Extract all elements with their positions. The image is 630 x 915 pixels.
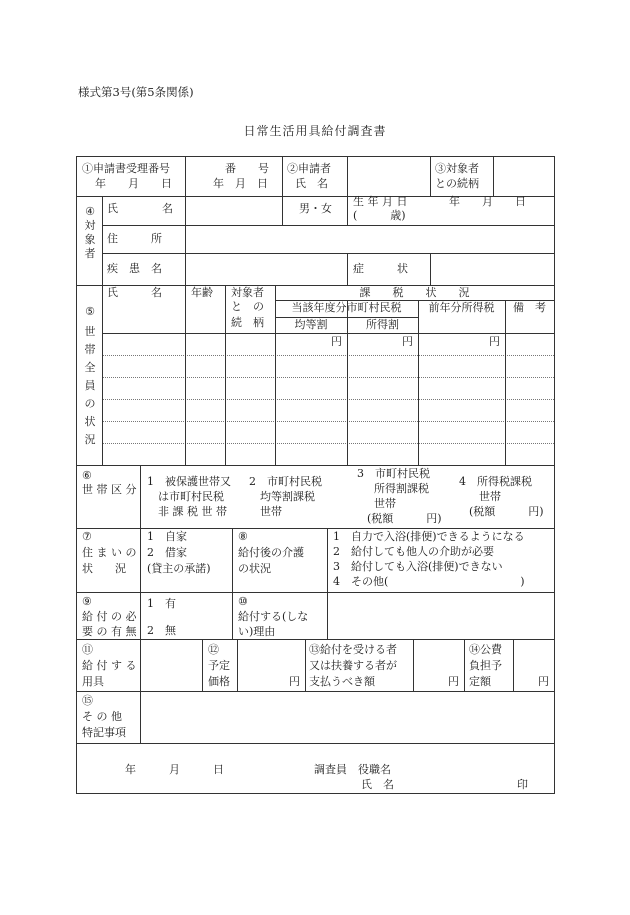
prior-income-tax-header: 前年分所得税 — [428, 301, 495, 314]
birth-date-fields: 年 月 日 — [449, 195, 526, 208]
notes-num: ⑮ — [82, 694, 93, 707]
yen-unit: 円 — [289, 675, 300, 688]
receipt-date-label: 年 月 日 — [95, 177, 172, 190]
class-option-3: (税額 円) — [367, 512, 442, 525]
classification-label: 世 帯 区 分 — [82, 483, 137, 496]
notes-label: そ の 他 — [82, 710, 122, 723]
payable-label: 又は扶養する者が — [309, 659, 397, 672]
subject-section-char: 者 — [84, 247, 96, 260]
yen-unit: 円 — [489, 335, 500, 348]
class-option-4: 世帯 — [479, 490, 501, 503]
subject-section-char: 対 — [84, 219, 96, 232]
relation-label-2: との続柄 — [435, 177, 479, 190]
classification-num: ⑥ — [82, 469, 92, 482]
class-option-2: 世帯 — [249, 505, 282, 518]
class-option-2: 2 市町村民税 — [249, 475, 322, 488]
item-label: 用具 — [82, 675, 104, 688]
class-option-4: 4 所得税課税 — [459, 475, 532, 488]
yen-unit: 円 — [402, 335, 413, 348]
yen-unit: 円 — [331, 335, 342, 348]
symptom-label: 症 状 — [353, 262, 408, 275]
household-section-char: 況 — [84, 433, 96, 446]
subject-name-label: 氏 名 — [107, 202, 173, 215]
household-section-char: 全 — [84, 361, 96, 374]
survey-form — [76, 156, 555, 794]
number-date-label: 年 月 日 — [213, 177, 268, 190]
burden-label: 定額 — [469, 675, 491, 688]
class-option-3: 世帯 — [374, 497, 396, 510]
price-num: ⑫ — [208, 643, 219, 656]
care-label: の状況 — [238, 562, 271, 575]
disease-label: 疾 患 名 — [107, 262, 162, 275]
yen-unit: 円 — [448, 675, 459, 688]
household-relation-header: 続 柄 — [231, 316, 264, 329]
relation-label: ③対象者 — [435, 162, 479, 175]
remarks-header: 備 考 — [513, 301, 546, 314]
household-relation-header: と の — [231, 300, 264, 313]
footer-date: 年 月 日 — [125, 763, 224, 776]
household-section-char: 帯 — [84, 343, 96, 356]
class-option-2: 均等割課税 — [249, 490, 315, 503]
care-num: ⑧ — [238, 530, 248, 543]
tax-status-header: 課 税 状 況 — [359, 286, 470, 299]
housing-option: (貸主の承諾) — [147, 562, 211, 575]
reason-label: い)理由 — [238, 625, 276, 638]
number-label: 番 号 — [225, 162, 269, 175]
care-option: 4 その他( ) — [333, 575, 525, 588]
form-number: 様式第3号(第5条関係) — [78, 85, 194, 99]
care-option: 1 自力で入浴(排便)できるようになる — [333, 530, 525, 543]
class-option-1: は市町村民税 — [147, 490, 224, 503]
gender-options: 男・女 — [299, 202, 332, 215]
payable-label: ⑬給付を受ける者 — [309, 643, 397, 656]
receipt-number-label: ①申請書受理番号 — [82, 162, 170, 175]
price-label: 価格 — [208, 675, 230, 688]
applicant-label: ②申請者 — [287, 162, 331, 175]
subject-section-char: 象 — [84, 233, 96, 246]
per-capita-header: 均等割 — [294, 318, 328, 331]
item-label: 給 付 す る — [82, 659, 137, 672]
burden-label: ⑭公費 — [469, 643, 502, 656]
age-label: ( 歳) — [353, 209, 406, 222]
housing-option: 2 借家 — [147, 546, 187, 559]
address-label: 住 所 — [107, 232, 162, 245]
applicant-name-label: 氏 名 — [295, 177, 328, 190]
housing-option: 1 自家 — [147, 530, 187, 543]
household-relation-header: 対象者 — [231, 286, 264, 299]
housing-label: 住 ま い の — [82, 546, 137, 559]
household-section-char: 世 — [84, 325, 96, 338]
necessity-num: ⑨ — [82, 595, 92, 608]
housing-label: 状 況 — [82, 562, 126, 575]
household-section-char: の — [84, 397, 96, 410]
form-title: 日常生活用具給付調査書 — [243, 124, 387, 138]
notes-label: 特記事項 — [82, 726, 126, 739]
yen-unit: 円 — [538, 675, 549, 688]
care-option: 2 給付しても他人の介助が必要 — [333, 545, 494, 558]
household-section-char: 員 — [84, 379, 96, 392]
household-section-num: ⑤ — [85, 305, 95, 318]
reason-label: 給付する(しな — [238, 610, 309, 623]
item-num: ⑪ — [82, 643, 93, 656]
necessity-label: 要 の 有 無 — [82, 625, 137, 638]
necessity-label: 給 付 の 必 — [82, 610, 137, 623]
housing-num: ⑦ — [82, 530, 92, 543]
income-levy-header: 所得割 — [366, 318, 399, 331]
household-section-char: 状 — [84, 415, 96, 428]
municipal-tax-header: 当該年度分市町村民税 — [291, 301, 402, 314]
care-option: 3 給付しても入浴(排便)できない — [333, 560, 503, 573]
household-name-header: 氏 名 — [107, 286, 162, 299]
price-label: 予定 — [208, 659, 230, 672]
necessity-yes: 1 有 — [147, 597, 176, 610]
investigator-title-label: 調査員 役職名 — [314, 763, 391, 776]
birth-date-label: 生 年 月 日 — [353, 195, 408, 208]
seal-mark: 印 — [517, 778, 528, 791]
class-option-4: (税額 円) — [469, 505, 544, 518]
class-option-3: 所得割課税 — [374, 482, 429, 495]
burden-label: 負担予 — [469, 659, 502, 672]
necessity-no: 2 無 — [147, 624, 176, 637]
payable-label: 支払うべき額 — [309, 675, 375, 688]
care-label: 給付後の介護 — [238, 546, 304, 559]
class-option-1: 非 課 税 世 帯 — [147, 505, 227, 518]
class-option-3: 3 市町村民税 — [357, 467, 430, 480]
household-age-header: 年齢 — [191, 286, 213, 299]
subject-section-num: ④ — [85, 205, 95, 218]
reason-num: ⑩ — [238, 595, 248, 608]
investigator-name-label: 氏 名 — [361, 778, 394, 791]
class-option-1: 1 被保護世帯又 — [147, 475, 231, 488]
